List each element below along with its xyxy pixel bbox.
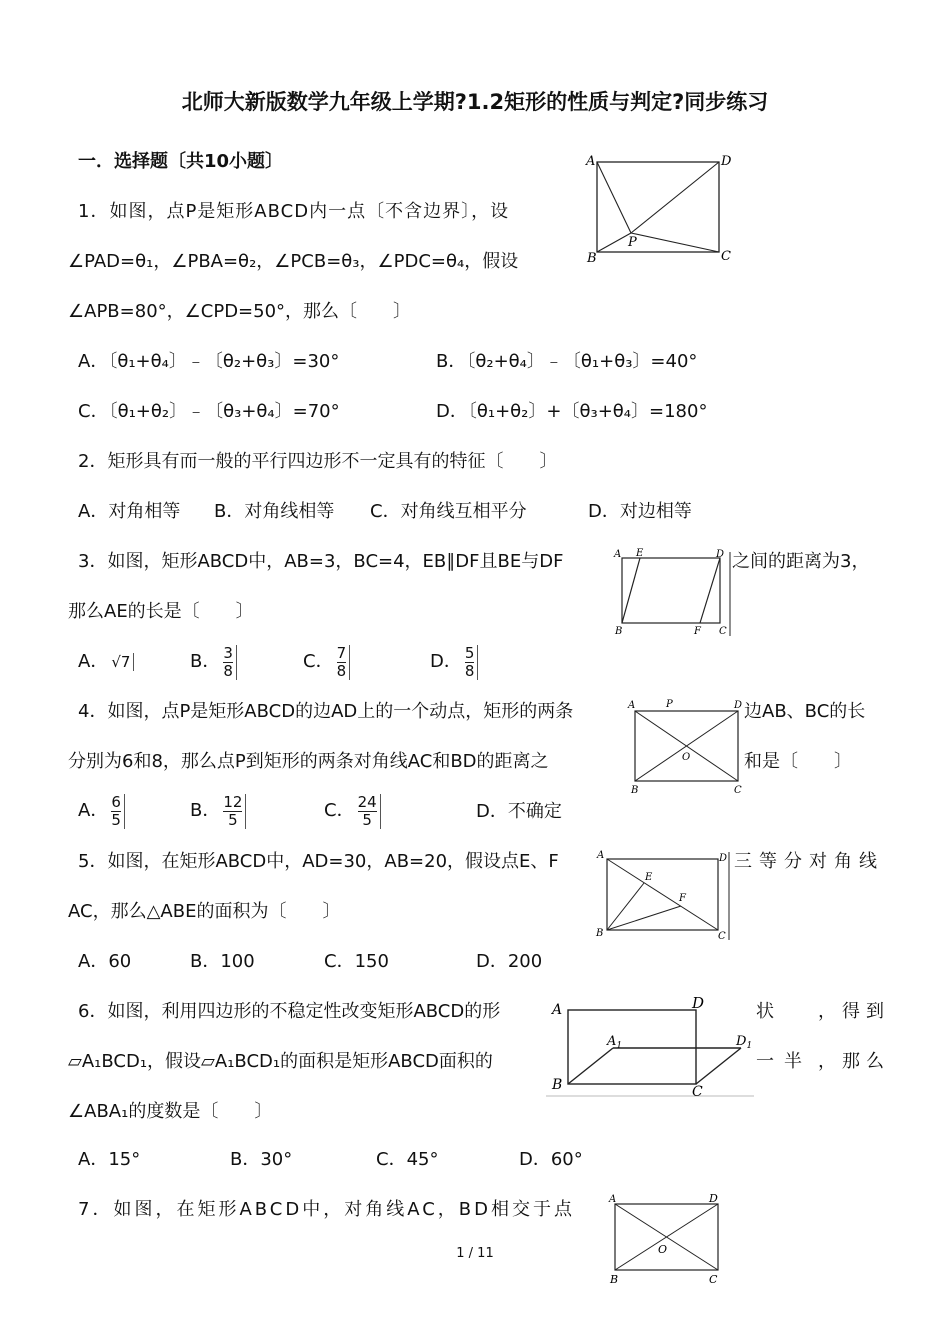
label-a1: $A_1$ — [607, 1034, 623, 1051]
q5-line1a: 5．如图，在矩形ABCD中，AD=30，AB=20，假设点E、F — [78, 851, 559, 872]
q6-figure — [546, 994, 756, 1098]
label-c: C — [734, 785, 742, 796]
q1-option-b: B．〔θ₂+θ₄〕﹣〔θ₁+θ₃〕=40° — [436, 351, 698, 372]
label-o: O — [682, 752, 691, 763]
label-b: B — [631, 785, 639, 796]
q6-option-d: D．60° — [519, 1149, 583, 1170]
label-c: C — [718, 931, 726, 940]
q6-line1a: 6．如图，利用四边形的不稳定性改变矩形ABCD的形 — [78, 1001, 501, 1022]
label-a: A — [586, 154, 596, 169]
q2-option-b: B．对角线相等 — [214, 501, 335, 522]
q3-line1b: 之间的距离为3， — [732, 551, 870, 572]
label-a: A — [609, 1194, 617, 1205]
q6-option-a: A．15° — [78, 1149, 141, 1170]
label-c: C — [692, 1084, 703, 1098]
label-d: D — [719, 853, 728, 864]
q4-figure — [626, 697, 744, 797]
q5-option-a: A．60 — [78, 951, 132, 972]
label-o: O — [658, 1243, 668, 1256]
label-e: E — [645, 872, 653, 883]
q1-option-a: A．〔θ₁+θ₄〕﹣〔θ₂+θ₃〕=30° — [78, 351, 340, 372]
q6-line1c: ，得到 — [818, 1001, 890, 1022]
label-b: B — [610, 1273, 619, 1286]
q3-option-a-value: √7 — [108, 653, 134, 671]
q4-option-b: B． $\frac{12}{5}$ — [190, 789, 246, 833]
q1-line3: ∠APB=80°，∠CPD=50°，那么〔 〕 — [68, 301, 412, 322]
label-c: C — [709, 1273, 718, 1286]
label-p: P — [666, 699, 673, 710]
q5-option-c: C．150 — [324, 951, 389, 972]
section-heading: 一．选择题〔共10小题〕 — [78, 151, 284, 172]
q2-option-a: A．对角相等 — [78, 501, 181, 522]
q3-option-d: D． $\frac{5}{8}$ — [430, 640, 478, 684]
q4-option-d: D．不确定 — [476, 801, 562, 822]
q4-line2b: 和是〔 〕 — [744, 751, 852, 772]
q6-line1b: 状 — [756, 1001, 774, 1022]
q6-option-c: C．45° — [376, 1149, 439, 1170]
q5-option-b: B．100 — [190, 951, 255, 972]
q2-option-d: D．对边相等 — [588, 501, 692, 522]
q4-option-c: C． $\frac{24}{5}$ — [324, 789, 381, 833]
page-title: 北师大新版数学九年级上学期?1.2矩形的性质与判定?同步练习 — [181, 90, 769, 114]
q6-option-b: B．30° — [230, 1149, 293, 1170]
label-d: D — [716, 549, 725, 560]
q2-line1: 2．矩形具有而一般的平行四边形不一定具有的特征〔 〕 — [78, 451, 558, 472]
label-a: A — [614, 549, 622, 560]
label-p: P — [628, 235, 637, 250]
q5-line2: AC，那么△ABE的面积为〔 〕 — [68, 901, 341, 922]
q3-figure — [612, 546, 738, 638]
label-b: B — [615, 626, 623, 637]
q3-option-c: C． $\frac{7}{8}$ — [303, 640, 350, 684]
label-f: F — [679, 893, 686, 904]
q6-line2c: ，那么 — [818, 1051, 890, 1072]
q4-line1a: 4．如图，点P是矩形ABCD的边AD上的一个动点，矩形的两条 — [78, 701, 574, 722]
q7-line1: 7．如图，在矩形ABCD中，对角线AC，BD相交于点 — [78, 1199, 575, 1220]
label-d1: $D_1$ — [736, 1034, 753, 1051]
label-b: B — [596, 928, 604, 939]
q4-line1b: 边AB、BC的长 — [744, 701, 866, 722]
q4-option-a: A． $\frac{6}{5}$ — [78, 789, 125, 833]
page-number: 1 / 11 — [456, 1246, 494, 1261]
q5-figure — [595, 848, 735, 940]
label-a: A — [597, 850, 605, 861]
q3-line1a: 3．如图，矩形ABCD中，AB=3，BC=4，EB∥DF且BE与DF — [78, 551, 564, 572]
label-e: E — [636, 548, 644, 559]
q3-line2: 那么AE的长是〔 〕 — [68, 601, 254, 622]
label-a: A — [552, 1002, 563, 1018]
q6-line3: ∠ABA₁的度数是〔 〕 — [68, 1101, 273, 1122]
label-d: D — [692, 994, 705, 1012]
q5-line1b: 三等分对角线 — [734, 851, 884, 872]
label-b: B — [587, 251, 597, 266]
label-d: D — [734, 700, 743, 711]
label-b: B — [552, 1077, 563, 1093]
q3-option-a: A． √7 — [78, 651, 134, 673]
label-d: D — [721, 154, 732, 169]
q1-line1: 1．如图，点P是矩形ABCD内一点〔不含边界〕，设 — [78, 201, 510, 222]
q3-option-b: B． $\frac{3}{8}$ — [190, 640, 237, 684]
q1-line2: ∠PAD=θ₁，∠PBA=θ₂，∠PCB=θ₃，∠PDC=θ₄，假设 — [68, 251, 519, 272]
q1-figure — [584, 150, 744, 270]
label-a: A — [628, 700, 636, 711]
q2-option-c: C．对角线互相平分 — [370, 501, 527, 522]
label-c: C — [719, 626, 727, 637]
q5-option-d: D．200 — [476, 951, 543, 972]
label-c: C — [721, 249, 731, 264]
q4-line2a: 分别为6和8，那么点P到矩形的两条对角线AC和BD的距离之 — [68, 751, 549, 772]
q7-figure — [607, 1190, 725, 1286]
q6-line2b: 一半 — [756, 1051, 812, 1072]
q1-option-c: C．〔θ₁+θ₂〕﹣〔θ₃+θ₄〕=70° — [78, 401, 340, 422]
q1-option-d: D．〔θ₁+θ₂〕+〔θ₃+θ₄〕=180° — [436, 401, 708, 422]
label-d: D — [709, 1192, 718, 1205]
q6-line2a: ▱A₁BCD₁，假设▱A₁BCD₁的面积是矩形ABCD面积的 — [68, 1051, 493, 1072]
label-f: F — [694, 626, 701, 637]
